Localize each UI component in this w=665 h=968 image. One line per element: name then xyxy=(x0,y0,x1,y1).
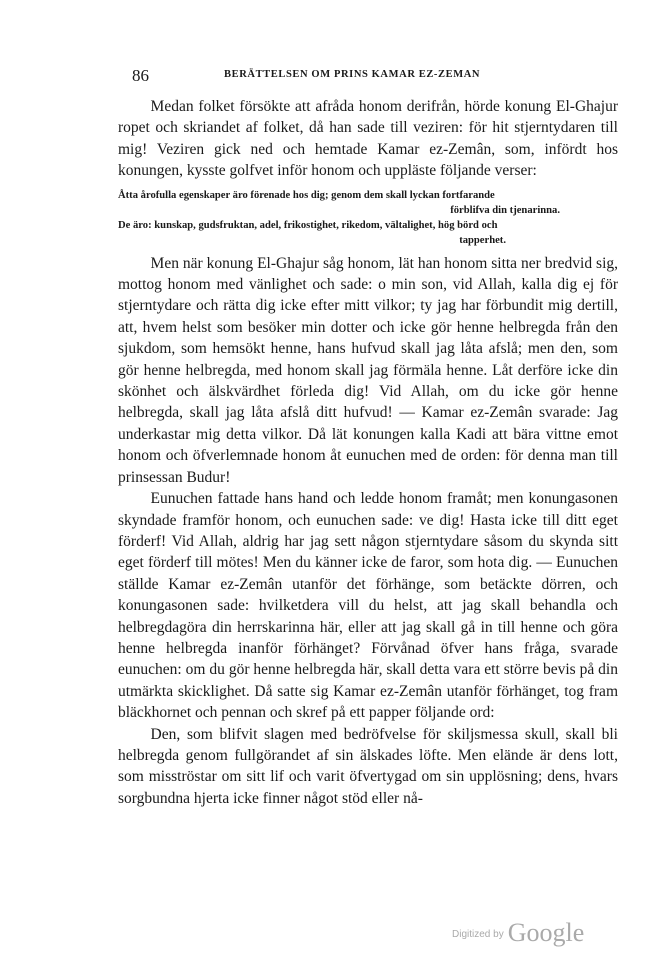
verse-line: Åtta årofulla egenskaper äro förenade hos dig; genom dem skall lyckan fortfarande xyxy=(118,189,495,201)
verse-block xyxy=(118,188,618,248)
paragraph: Den, som blifvit slagen med bedröfvelse för skiljsmessa skull, skall bli helbregda genom fullgörandet af sin älskades löfte. Men elände är dens lott, som misströstar om sitt lif och varit öfvertygad om sin upplösning; dens, hvars sorgbundna hjerta icke finner något stöd eller nå- xyxy=(118,725,618,807)
watermark-prefix: Digitized by xyxy=(452,929,504,940)
verse-line-continuation: tapperhet. xyxy=(459,234,506,246)
verse-line-continuation: förblifva din tjenarinna. xyxy=(450,204,560,216)
paragraph: Medan folket försökte att afråda honom derifrån, hörde konung El-Ghajur ropet och skriandet af folket, då han sade till veziren: för hit stjerntydaren till mig! Veziren gick ned och hemtade Kamar ez-Zemân, som, infördt hos konungen, kysste golfvet inför honom och uppläste följande verser: xyxy=(118,98,618,180)
page-header xyxy=(118,66,618,88)
verse-line: De äro: kunskap, gudsfruktan, adel, frikostighet, rikedom, vältalighet, hög börd och xyxy=(118,219,498,231)
running-head: BERÄTTELSEN OM PRINS KAMAR EZ-ZEMAN xyxy=(224,69,481,80)
page-number: 86 xyxy=(132,66,149,85)
digitized-watermark xyxy=(452,918,584,948)
body-text xyxy=(118,96,618,809)
google-logo: Google xyxy=(507,918,585,947)
paragraph: Men när konung El-Ghajur såg honom, lät han honom sitta ner bredvid sig, mottog honom med vänlighet och sade: o min son, vid Allah, kalla dig ej för stjerntydare och rätta dig icke efter mitt vilkor; ty jag har förbundit mig dertill, att, hvem helst som besöker min dotter och icke gör henne helbregda från den sjukdom, som hemsökt henne, hans hufvud skall jag låta afslå; men den, som gör henne helbregda, med honom skall jag förmäla henne. Låt derföre icke din skönhet och älskvärdhet förleda dig! Vid Allah, om du icke gör henne helbregda, skall jag låta afslå ditt hufvud! — Kamar ez-Zemân svarade: Jag underkastar mig detta vilkor. Då lät konungen kalla Kadi att bära vittne emot honom och öfverlemnade honom åt eunuchen med de orden: för denna man till prinsessan Budur! xyxy=(118,254,618,486)
paragraph: Eunuchen fattade hans hand och ledde honom framåt; men konungasonen skyndade framför honom, och eunuchen sade: ve dig! Hasta icke till ditt eget förderf! Vid Allah, aldrig har jag sett någon stjerntydare såsom du skynda sitt eget förderf till mötes! Men du känner icke de faror, som hota dig. — Eunuchen ställde Kamar ez-Zemân utanför det förhänge, som betäckte dörren, och konungasonen sade: hvilketdera vill du helst, att jag skall behandla och helbregdagöra din herrskarinna här, eller att jag skall gå in till henne och göra henne helbregda inanför förhänget? Förvånad öfver hans fråga, svarade eunuchen: om du gör henne helbregda här, skall detta vara ett större bevis på din utmärkta skicklighet. Då satte sig Kamar ez-Zemân utanför förhänget, tog fram bläckhornet och pennan och skref på ett papper följande ord: xyxy=(118,490,618,722)
